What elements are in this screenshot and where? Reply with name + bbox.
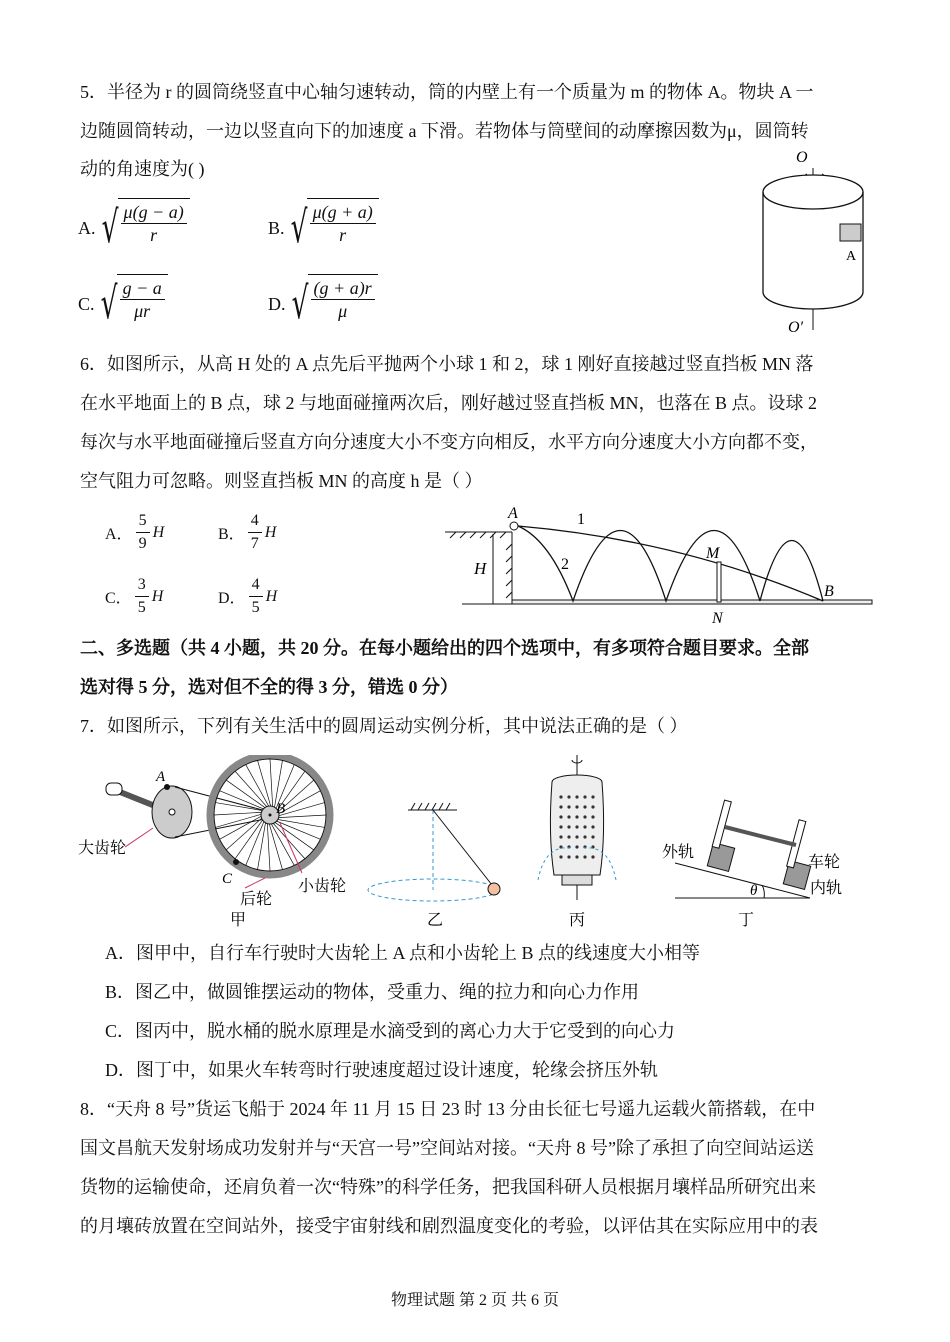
drum-hole (591, 855, 594, 858)
wheel-spoke (214, 812, 261, 815)
q7-option-c: C．图丙中，脱水桶的脱水原理是水滴受到的离心力大于它受到的向心力 (105, 1021, 676, 1041)
drum-hole (559, 795, 562, 798)
train-track-figure (662, 800, 842, 929)
drum-hole (591, 825, 594, 828)
drum-hole (583, 805, 586, 808)
q6-option-c (105, 574, 163, 619)
q7-option-d: D．图丁中，如果火车转弯时行驶速度超过设计速度，轮缘会挤压外轨 (105, 1060, 658, 1080)
q6-line: 空气阻力可忽略。则竖直挡板 MN 的高度 h 是（ ） (80, 471, 483, 491)
wheel-spoke (270, 759, 273, 806)
option-label: C. (78, 293, 95, 314)
q6-option-d (218, 574, 277, 619)
denominator: μ (338, 301, 348, 321)
block-a (840, 224, 861, 241)
denominator: 9 (138, 535, 147, 552)
ball-2-label: 2 (561, 556, 569, 573)
wheel-spoke (269, 824, 282, 870)
option-label: C． (105, 590, 132, 607)
numerator: μ(g − a) (121, 201, 187, 224)
sqrt-icon: √ (100, 278, 117, 329)
wheel-spoke (246, 765, 269, 807)
wheel-label: 车轮 (808, 854, 841, 871)
drum-hole (575, 795, 578, 798)
denominator: 5 (251, 599, 260, 616)
outer-rail-label: 外轨 (662, 844, 695, 861)
wheel-spoke (220, 816, 262, 839)
drum-hole (575, 825, 578, 828)
q7-stem: 7．如图所示，下列有关生活中的圆周运动实例分析，其中说法正确的是（ ） (80, 716, 688, 736)
variable: H (151, 587, 164, 605)
numerator: 3 (135, 574, 149, 597)
sqrt-icon: √ (101, 202, 118, 253)
drum-hole (559, 855, 562, 858)
height-label: H (474, 559, 487, 578)
q8-line: 国文昌航天发射场成功发射并与“天宫一号”空间站对接。“天舟 8 号”除了承担了向空间站运送 (80, 1138, 814, 1158)
wheel-spoke (235, 820, 262, 859)
variable: H (265, 587, 278, 605)
drum-hole (575, 835, 578, 838)
projectile-figure (440, 500, 880, 630)
point-a-label: A (156, 769, 166, 785)
axis-top-label: O (796, 149, 808, 166)
figure-caption: 甲 (230, 912, 247, 929)
q6-option-a (105, 510, 164, 555)
spin-dryer-figure (538, 755, 616, 929)
denominator: μr (134, 301, 151, 321)
option-label: D． (218, 590, 246, 607)
numerator: (g + a)r (311, 277, 375, 300)
drum-hole (567, 815, 570, 818)
option-label: A． (105, 526, 133, 543)
option-label: B． (218, 526, 245, 543)
q6-line: 每次与水平地面碰撞后竖直方向分速度大小不变方向相反，水平方向分速度大小方向都不变， (80, 432, 818, 452)
conical-pendulum-figure (368, 803, 500, 929)
drum-hole (559, 835, 562, 838)
drum-hole (575, 845, 578, 848)
drum-hole (583, 795, 586, 798)
drum-hole (591, 805, 594, 808)
drum-hole (575, 815, 578, 818)
drum-hole (591, 835, 594, 838)
drum-hole (591, 795, 594, 798)
q8-line: 货物的运输使命，还肩负着一次“特殊”的科学任务，把我国科研人员根据月壤样品所研究出来 (80, 1177, 816, 1197)
q6-line: 在水平地面上的 B 点，球 2 与地面碰撞两次后，刚好越过竖直挡板 MN，也落在 B 点。设球 2 (80, 393, 818, 413)
figure-caption: 乙 (427, 912, 444, 929)
figure-caption: 丁 (738, 912, 755, 929)
bicycle-figure (78, 755, 346, 929)
denominator: 5 (137, 599, 146, 616)
ball-2-path (518, 526, 760, 601)
drum-hole (583, 835, 586, 838)
drum-hole (567, 825, 570, 828)
wheel-spoke (275, 822, 314, 849)
drum-hole (559, 805, 562, 808)
point-a-label: A (508, 505, 518, 522)
point-m-label: M (706, 545, 720, 562)
angle-theta-label: θ (750, 883, 758, 899)
drum-hole (575, 805, 578, 808)
option-label: A. (78, 217, 96, 238)
wheel-spoke (258, 823, 266, 870)
block-label: A (846, 249, 857, 264)
wheel-spoke (246, 822, 264, 866)
small-gear-label: 小齿轮 (298, 878, 347, 895)
wheel-spoke (279, 815, 326, 818)
inner-rail-label: 内轨 (810, 880, 843, 897)
q5-option-b (268, 198, 379, 258)
wheel-spoke (278, 820, 325, 828)
point-b-label: B (824, 583, 834, 600)
drum-hole (559, 825, 562, 828)
denominator: r (339, 225, 347, 245)
numerator: μ(g + a) (310, 201, 376, 224)
ball-point-a (510, 522, 518, 530)
q7-figures (70, 755, 870, 935)
section-heading: 二、多选题（共 4 小题，共 20 分。在每小题给出的四个选项中，有多项符合题目要求。全部 (80, 638, 809, 658)
numerator: 4 (249, 574, 263, 597)
q5-option-a (78, 198, 190, 258)
drum-hole (583, 825, 586, 828)
q6-option-b (218, 510, 276, 555)
wheel-spoke (279, 803, 325, 816)
q7-option-a: A．图甲中，自行车行驶时大齿轮上 A 点和小齿轮上 B 点的线速度大小相等 (105, 943, 701, 963)
figure-caption: 丙 (569, 912, 586, 929)
q8-line: 8．“天舟 8 号”货运飞船于 2024 年 11 月 15 日 23 时 13 分由长征七号遥九运载火箭搭载，在中 (80, 1099, 816, 1119)
q5-option-d (268, 274, 378, 334)
point-n-label: N (712, 610, 723, 627)
page-footer: 物理试题 第 2 页 共 6 页 (390, 1292, 559, 1309)
drum-hole (567, 855, 570, 858)
option-label: B. (268, 217, 285, 238)
option-label: D. (268, 293, 286, 314)
wheel-spoke (258, 760, 271, 806)
wheel-spoke (220, 791, 264, 809)
variable: H (152, 523, 165, 541)
drum-hole (567, 805, 570, 808)
point-b-label: B (276, 801, 286, 817)
q5-option-c (78, 274, 168, 334)
q8-line: 的月壤砖放置在空间站外，接受宇宙射线和剧烈温度变化的考验，以评估其在实际应用中的表 (80, 1216, 818, 1236)
board-mn (717, 562, 721, 602)
cylinder-figure (750, 140, 870, 340)
ball-1-label: 1 (577, 511, 585, 528)
drum-hole (567, 835, 570, 838)
point-c-label: C (222, 871, 233, 887)
variable: H (264, 523, 277, 541)
drum-hole (583, 855, 586, 858)
drum-hole (583, 815, 586, 818)
drum-hole (567, 795, 570, 798)
q5-line: 5．半径为 r 的圆筒绕竖直中心轴匀速转动，筒的内壁上有一个质量为 m 的物体 A。物块 A 一 (80, 82, 814, 102)
numerator: g − a (120, 277, 165, 300)
denominator: r (150, 225, 158, 245)
q6-line: 6．如图所示，从高 H 处的 A 点先后平抛两个小球 1 和 2，球 1 刚好直接越过竖直挡板 MN 落 (80, 354, 814, 374)
numerator: 5 (136, 510, 150, 533)
drum-hole (591, 815, 594, 818)
section-heading: 选对得 5 分，选对但不全的得 3 分，错选 0 分） (80, 677, 458, 697)
sqrt-icon: √ (290, 202, 307, 253)
q7-option-b: B．图乙中，做圆锥摆运动的物体，受重力、绳的拉力和向心力作用 (105, 982, 640, 1002)
drum-hole (575, 855, 578, 858)
wheel-spoke (226, 780, 265, 807)
denominator: 7 (250, 535, 259, 552)
q5-line: 边随圆筒转动，一边以竖直向下的加速度 a 下滑。若物体与筒壁间的动摩擦因数为μ，圆筒转 (80, 121, 809, 141)
rear-wheel-label: 后轮 (240, 891, 273, 908)
sqrt-icon: √ (291, 278, 308, 329)
q5-line: 动的角速度为( ) (80, 159, 205, 179)
big-gear-label: 大齿轮 (78, 840, 127, 857)
wheel-spoke (267, 824, 270, 871)
axis-bottom-label: O′ (788, 319, 804, 336)
drum-hole (559, 815, 562, 818)
numerator: 4 (248, 510, 262, 533)
